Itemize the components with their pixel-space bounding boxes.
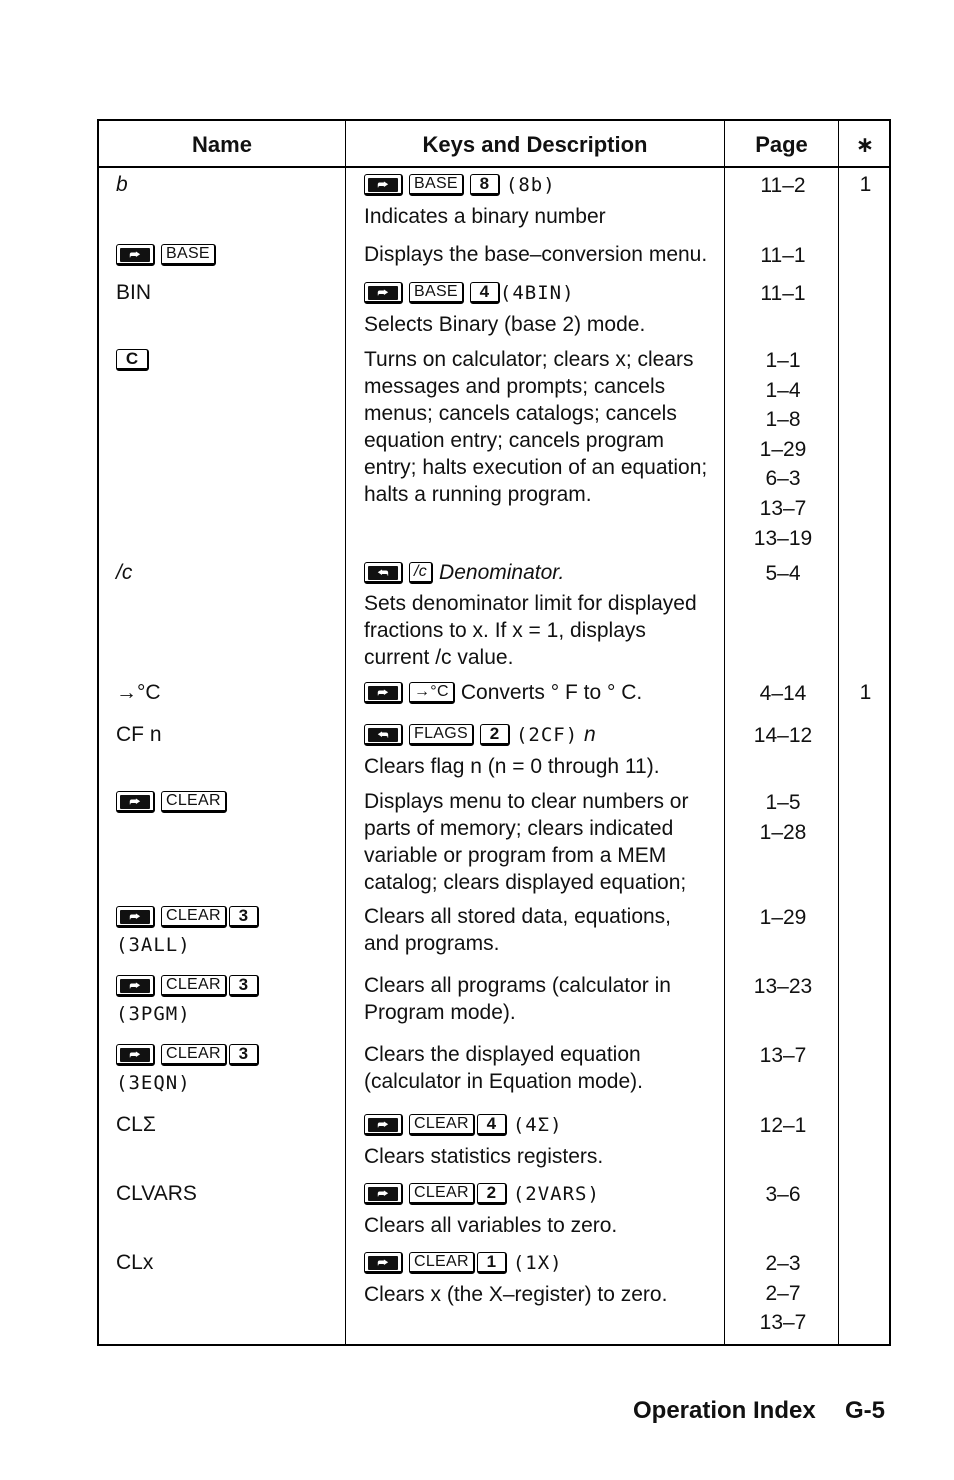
name-cell [116,279,341,307]
name-text: b [116,173,128,196]
name-cell [116,1041,341,1097]
header-keys: Keys and Description [422,132,648,157]
key-line [364,721,724,749]
note-cell: 1 [859,681,872,704]
desc-cell [364,788,724,896]
page-cell [726,1111,840,1141]
key-line [364,1249,724,1277]
name-text: BIN [116,281,152,304]
right-shift-key: ⮫ [364,1252,403,1274]
desc-cell [364,1041,724,1095]
display-label: (8b) [505,174,556,196]
clear-key: CLEAR [409,1252,475,1274]
name-text: CF n [116,723,162,746]
digit-key: 2 [477,1183,507,1205]
desc-line: entry; halts execution of an equation; [364,456,708,479]
page-ref: 11–2 [760,174,806,197]
page-ref: 6–3 [765,467,801,491]
right-shift-key: ⮫ [116,1044,155,1066]
desc-line: Selects Binary (base 2) mode. [364,313,646,336]
key-line [116,1041,341,1069]
page-ref: 5–4 [765,562,801,585]
desc-line: Displays menu to clear numbers or [364,790,689,813]
desc-line: Clears all variables to zero. [364,1214,618,1237]
name-text: CLΣ [116,1113,156,1136]
display-label: (2VARS) [512,1183,600,1205]
desc-cell [364,1111,724,1170]
page-ref: 11–1 [760,244,806,267]
page-cell [726,346,840,553]
header-name: Name [192,132,252,157]
name-cell [116,679,341,707]
desc-line: and programs. [364,932,500,955]
desc-line: fractions to x. If x = 1, displays [364,619,646,642]
display-label: (3PGM) [116,1003,191,1025]
page-ref: 13–19 [753,526,813,550]
name-text: →°C [116,681,161,704]
desc-line: Program mode). [364,1001,516,1024]
digit-key: 4 [477,1114,507,1136]
key-line [364,559,724,586]
page-cell [726,679,840,709]
desc-line: current /c value. [364,646,514,669]
page-ref: 1–28 [759,820,807,844]
right-shift-key: ⮫ [116,244,155,266]
page-ref: 13–7 [759,496,807,520]
key-label: Converts ° F to ° C. [460,681,643,704]
page-cell [726,721,840,751]
right-shift-key: ⮫ [116,975,155,997]
denominator-key: /c [409,562,433,584]
note-cell: 1 [859,173,872,196]
desc-cell [364,171,724,230]
page-ref: 13–7 [759,1311,807,1335]
page-cell [726,241,840,271]
key-line [116,903,341,931]
desc-cell [364,279,724,338]
display-label: (4BIN) [499,282,575,304]
right-shift-key: ⮫ [364,1183,403,1205]
desc-line: messages and prompts; cancels [364,375,666,398]
desc-line: Clears x (the X–register) to zero. [364,1283,668,1306]
digit-key: 1 [477,1252,507,1274]
page-ref: 4–14 [759,682,807,705]
digit-key: 2 [480,724,510,746]
desc-line: Indicates a binary number [364,205,606,228]
clear-key: CLEAR [161,906,227,928]
desc-cell [364,679,724,706]
page-cell [726,1249,840,1338]
name-cell [116,788,341,816]
key-line [364,279,724,307]
desc-line: Clears flag n (n = 0 through 11). [364,755,660,778]
column-divider [345,121,346,1344]
to-celsius-key: →°C [409,682,455,704]
clear-key: CLEAR [409,1183,475,1205]
key-line [364,1180,724,1208]
name-cell [116,721,341,749]
page-cell [726,788,840,847]
desc-cell [364,1180,724,1239]
name-cell [116,1180,341,1208]
header-note: ∗ [855,132,875,157]
desc-line: catalog; clears displayed equation; [364,871,687,894]
page-ref: 2–7 [765,1281,801,1305]
page-cell [726,972,840,1002]
header-page: Page [755,132,808,157]
name-cell [116,346,341,374]
right-shift-key: ⮫ [116,906,155,928]
name-cell [116,972,341,1028]
clear-key: CLEAR [161,791,227,813]
desc-line: parts of memory; clears indicated [364,817,674,840]
display-label: (2CF) [515,724,579,746]
name-text: /c [116,561,133,584]
footer-page-number: G-5 [845,1397,886,1424]
page-ref: 1–29 [759,906,807,929]
name-cell [116,903,341,959]
page-ref: 13–23 [753,975,813,998]
name-text: CLVARS [116,1182,197,1205]
left-shift-key: ⮪ [364,562,403,584]
page-cell [726,1041,840,1071]
name-cell [116,1111,341,1139]
page-ref: 13–7 [759,1044,807,1067]
desc-line: Turns on calculator; clears x; clears [364,348,694,371]
right-shift-key: ⮫ [364,282,403,304]
desc-cell [364,903,724,957]
digit-key: 3 [229,1044,259,1066]
desc-line: Displays the base–conversion menu. [364,243,708,266]
digit-key: 3 [229,906,259,928]
display-label: (3ALL) [116,934,191,956]
desc-line: Clears all programs (calculator in [364,974,671,997]
page-ref: 11–1 [760,282,806,305]
page-cell [726,559,840,589]
desc-line: halts a running program. [364,483,592,506]
desc-line: Clears all stored data, equations, [364,905,672,928]
header-divider [99,166,889,168]
base-key: BASE [161,244,216,266]
key-line [364,679,724,706]
page-ref: 12–1 [759,1114,807,1137]
key-label: n [584,723,596,746]
page-cell [726,903,840,933]
desc-cell [364,1249,724,1308]
desc-line: Clears the displayed equation [364,1043,641,1066]
name-cell [116,171,341,199]
desc-cell [364,241,724,268]
page-ref: 1–29 [759,437,807,461]
digit-key: 4 [470,282,500,304]
operation-index-table [97,119,891,1346]
key-line [364,171,724,199]
page-cell [726,279,840,309]
desc-cell [364,972,724,1026]
desc-line: Clears statistics registers. [364,1145,604,1168]
display-label: (1X) [512,1252,563,1274]
digit-key: 8 [470,174,500,196]
c-key: C [116,349,149,371]
flags-key: FLAGS [409,724,474,746]
desc-cell [364,346,724,508]
page-ref: 2–3 [765,1252,801,1275]
column-divider [724,121,725,1344]
base-key: BASE [409,282,464,304]
display-label: (4Σ) [512,1114,563,1136]
name-text: CLx [116,1251,154,1274]
display-label: (3EQN) [116,1072,191,1094]
clear-key: CLEAR [161,1044,227,1066]
right-shift-key: ⮫ [364,1114,403,1136]
key-line [364,1111,724,1139]
page-ref: 1–8 [765,408,801,432]
name-cell [116,559,341,587]
desc-line: variable or program from a MEM [364,844,667,867]
left-shift-key: ⮪ [364,724,403,746]
desc-line: menus; cancels catalogs; cancels [364,402,677,425]
digit-key: 3 [229,975,259,997]
right-shift-key: ⮫ [116,791,155,813]
page-ref: 1–4 [765,378,801,402]
footer-section-title: Operation Index [633,1397,816,1424]
clear-key: CLEAR [161,975,227,997]
name-cell [116,241,341,269]
page-ref: 3–6 [765,1183,801,1206]
desc-cell [364,721,724,780]
name-cell [116,1249,341,1277]
page-ref: 14–12 [753,724,813,747]
clear-key: CLEAR [409,1114,475,1136]
desc-line: Sets denominator limit for displayed [364,592,697,615]
page-cell [726,1180,840,1210]
right-shift-key: ⮫ [364,174,403,196]
key-line [116,972,341,1000]
page-ref: 1–1 [765,349,801,372]
desc-line: (calculator in Equation mode). [364,1070,643,1093]
base-key: BASE [409,174,464,196]
right-shift-key: ⮫ [364,682,403,704]
key-label: Denominator. [439,561,565,584]
page-ref: 1–5 [765,791,801,814]
desc-cell [364,559,724,671]
desc-line: equation entry; cancels program [364,429,664,452]
page-cell [726,171,840,201]
